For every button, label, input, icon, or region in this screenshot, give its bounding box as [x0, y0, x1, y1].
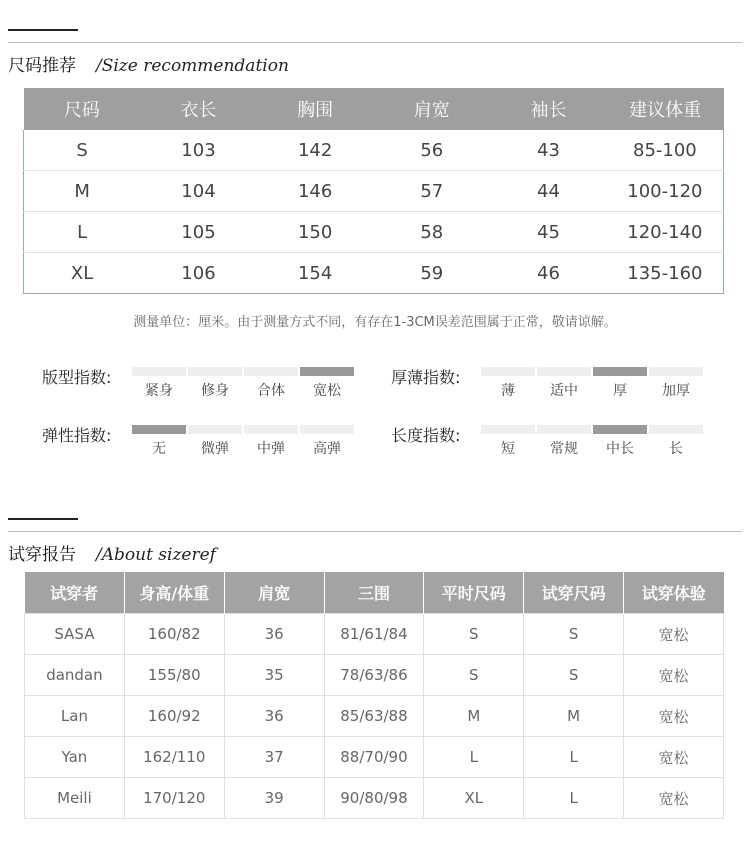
table-cell: 46 [490, 253, 607, 294]
header-cell: 衣长 [140, 88, 257, 130]
section-subtitle: /About sizeref [96, 545, 216, 565]
header-cell: 试穿体验 [624, 572, 724, 614]
tryon-table-header [25, 572, 724, 614]
index-bar [132, 425, 186, 434]
table-row [25, 737, 724, 778]
table-cell: Yan [25, 737, 125, 778]
table-cell: 85-100 [607, 130, 724, 171]
length-option [537, 425, 591, 458]
table-cell: 宽松 [624, 696, 724, 737]
table-cell: 142 [257, 130, 374, 171]
table-cell: 88/70/90 [324, 737, 424, 778]
elasticity-index-label: 弹性指数: [42, 426, 112, 445]
table-cell: 宽松 [624, 778, 724, 819]
table-cell: 162/110 [124, 737, 224, 778]
section-title-tryon [8, 540, 216, 565]
index-bar [188, 367, 242, 376]
index-bar [300, 425, 354, 434]
length-option [593, 425, 647, 458]
table-cell: 154 [257, 253, 374, 294]
table-cell: L [524, 737, 624, 778]
length-index-scale [481, 425, 703, 458]
index-option-label: 中弹 [257, 441, 285, 457]
table-cell: L [424, 737, 524, 778]
thickness-option [481, 367, 535, 400]
table-cell: S [524, 655, 624, 696]
table-cell: XL [424, 778, 524, 819]
header-cell: 尺码 [24, 88, 141, 130]
index-option-label: 常规 [550, 441, 578, 457]
header-cell: 肩宽 [373, 88, 490, 130]
index-bar [244, 367, 298, 376]
table-cell: 58 [373, 212, 490, 253]
length-index-label: 长度指数: [391, 426, 461, 445]
index-option-label: 修身 [201, 383, 229, 399]
section-title-text: 试穿报告 [8, 545, 76, 565]
index-option-label: 高弹 [313, 441, 341, 457]
table-cell: 100-120 [607, 171, 724, 212]
thickness-option [649, 367, 703, 400]
table-cell: 104 [140, 171, 257, 212]
table-row [24, 171, 724, 212]
table-cell: 37 [224, 737, 324, 778]
table-cell: XL [24, 253, 141, 294]
table-cell: S [524, 614, 624, 655]
table-cell: M [424, 696, 524, 737]
table-cell: 81/61/84 [324, 614, 424, 655]
header-cell: 建议体重 [607, 88, 724, 130]
table-cell: S [424, 614, 524, 655]
table-cell: 160/92 [124, 696, 224, 737]
table-cell: 146 [257, 171, 374, 212]
table-cell: 56 [373, 130, 490, 171]
table-cell: 36 [224, 614, 324, 655]
fit-option [244, 367, 298, 400]
section-divider [8, 42, 742, 43]
index-option-label: 微弹 [201, 441, 229, 457]
elasticity-option [300, 425, 354, 458]
table-cell: 36 [224, 696, 324, 737]
fit-index-scale [132, 367, 354, 400]
tryon-table [24, 572, 724, 819]
section-divider-accent [8, 29, 78, 31]
table-cell: M [524, 696, 624, 737]
size-table [23, 88, 724, 294]
index-option-label: 厚 [613, 383, 627, 399]
section-divider [8, 531, 742, 532]
index-option-label: 紧身 [145, 383, 173, 399]
fit-option [132, 367, 186, 400]
header-cell: 平时尺码 [424, 572, 524, 614]
table-cell: M [24, 171, 141, 212]
section-title-size [8, 51, 289, 76]
table-cell: 宽松 [624, 655, 724, 696]
table-row [25, 696, 724, 737]
table-row [25, 778, 724, 819]
table-cell: 155/80 [124, 655, 224, 696]
index-bar [481, 367, 535, 376]
length-option [649, 425, 703, 458]
table-cell: dandan [25, 655, 125, 696]
fit-option [188, 367, 242, 400]
table-cell: Meili [25, 778, 125, 819]
header-cell: 袖长 [490, 88, 607, 130]
thickness-option [537, 367, 591, 400]
table-row [24, 253, 724, 294]
index-bar [537, 425, 591, 434]
index-bar [593, 425, 647, 434]
table-cell: 45 [490, 212, 607, 253]
measurement-note: 测量单位：厘米。由于测量方式不同，有存在1-3CM误差范围属于正常，敬请谅解。 [133, 315, 617, 330]
table-cell: 43 [490, 130, 607, 171]
table-cell: Lan [25, 696, 125, 737]
table-cell: 39 [224, 778, 324, 819]
table-cell: S [24, 130, 141, 171]
elasticity-option [132, 425, 186, 458]
table-cell: L [524, 778, 624, 819]
header-cell: 三围 [324, 572, 424, 614]
index-option-label: 加厚 [662, 383, 690, 399]
table-cell: 85/63/88 [324, 696, 424, 737]
table-row [25, 614, 724, 655]
table-cell: 106 [140, 253, 257, 294]
index-option-label: 中长 [606, 441, 634, 457]
table-cell: 78/63/86 [324, 655, 424, 696]
index-bar [537, 367, 591, 376]
table-cell: 57 [373, 171, 490, 212]
table-cell: 170/120 [124, 778, 224, 819]
index-bar [244, 425, 298, 434]
table-cell: S [424, 655, 524, 696]
table-cell: SASA [25, 614, 125, 655]
table-cell: 宽松 [624, 737, 724, 778]
table-row [24, 212, 724, 253]
table-cell: 150 [257, 212, 374, 253]
index-bar [481, 425, 535, 434]
index-bar [649, 425, 703, 434]
table-cell: 120-140 [607, 212, 724, 253]
header-cell: 胸围 [257, 88, 374, 130]
header-cell: 试穿者 [25, 572, 125, 614]
table-row [25, 655, 724, 696]
index-bar [593, 367, 647, 376]
fit-option [300, 367, 354, 400]
section-title-text: 尺码推荐 [8, 56, 76, 76]
index-option-label: 合体 [257, 383, 285, 399]
table-cell: L [24, 212, 141, 253]
table-cell: 135-160 [607, 253, 724, 294]
elasticity-option [244, 425, 298, 458]
index-bar [649, 367, 703, 376]
index-option-label: 薄 [501, 383, 515, 399]
elasticity-index-scale [132, 425, 354, 458]
index-bar [188, 425, 242, 434]
table-cell: 35 [224, 655, 324, 696]
index-bar [132, 367, 186, 376]
index-option-label: 适中 [550, 383, 578, 399]
table-cell: 90/80/98 [324, 778, 424, 819]
index-option-label: 无 [152, 441, 166, 457]
index-bar [300, 367, 354, 376]
index-option-label: 短 [501, 441, 515, 457]
header-cell: 身高/体重 [124, 572, 224, 614]
header-cell: 试穿尺码 [524, 572, 624, 614]
table-cell: 宽松 [624, 614, 724, 655]
thickness-index-scale [481, 367, 703, 400]
table-cell: 103 [140, 130, 257, 171]
index-option-label: 长 [669, 441, 683, 457]
section-subtitle: /Size recommendation [96, 56, 289, 76]
table-cell: 59 [373, 253, 490, 294]
fit-index-label: 版型指数: [42, 368, 112, 387]
size-table-header [24, 88, 724, 130]
table-cell: 160/82 [124, 614, 224, 655]
elasticity-option [188, 425, 242, 458]
table-row [24, 130, 724, 171]
length-option [481, 425, 535, 458]
header-cell: 肩宽 [224, 572, 324, 614]
table-cell: 44 [490, 171, 607, 212]
section-divider-accent [8, 518, 78, 520]
table-cell: 105 [140, 212, 257, 253]
thickness-option [593, 367, 647, 400]
index-option-label: 宽松 [313, 383, 341, 399]
thickness-index-label: 厚薄指数: [391, 368, 461, 387]
